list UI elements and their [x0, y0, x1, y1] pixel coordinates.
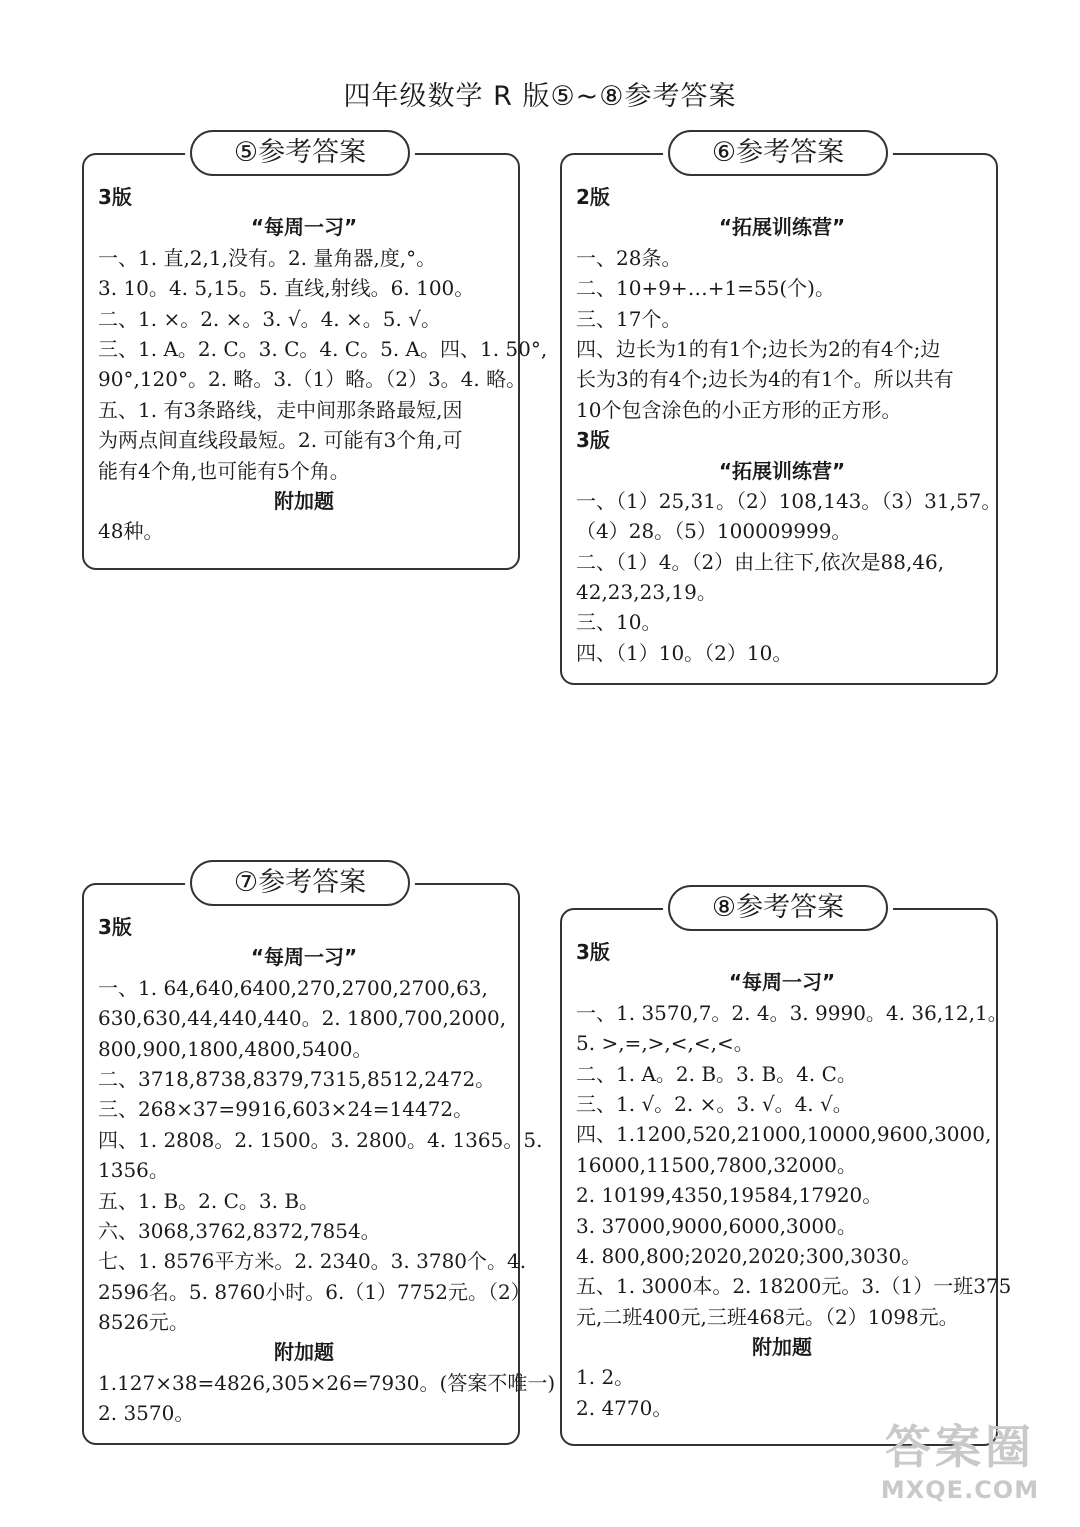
section-subheading: “拓展训练营” [718, 458, 846, 483]
answer-line: 一、1. 直,2,1,没有。2. 量角器,度,°。 [98, 245, 437, 270]
card-body-5 [98, 182, 548, 547]
answer-line: 4. 800,800;2020,2020;300,3030。 [576, 1243, 922, 1268]
watermark-url: MXQE.COM [880, 1476, 1040, 1504]
answer-line: 8526元。 [98, 1310, 189, 1335]
card-tab-6: ⑥参考答案 [668, 130, 888, 176]
edition-label: 2版 [576, 185, 610, 209]
answer-line: 三、1. √。2. ×。3. √。4. √。 [576, 1091, 853, 1116]
answer-line: 90°,120°。2. 略。3.（1）略。（2）3。4. 略。 [98, 367, 527, 392]
section-subheading: 附加题 [274, 1340, 334, 1365]
edition-label: 3版 [98, 185, 132, 209]
answer-line: 630,630,44,440,440。2. 1800,700,2000, [98, 1006, 507, 1031]
section-subheading: “每周一习” [250, 945, 358, 970]
answer-line: 3. 10。4. 5,15。5. 直线,射线。6. 100。 [98, 276, 475, 301]
edition-label: 3版 [576, 428, 610, 453]
answer-line: （4）28。（5）100009999。 [576, 519, 852, 544]
section-subheading: “拓展训练营” [718, 215, 846, 240]
answer-line: 能有4个角,也可能有5个角。 [98, 458, 350, 483]
answer-line: 2596名。5. 8760小时。6.（1）7752元。（2） [98, 1279, 531, 1304]
answer-line: 六、3068,3762,8372,7854。 [98, 1218, 381, 1243]
answer-line: 800,900,1800,4800,5400。 [98, 1036, 373, 1061]
answer-line: 二、（1）4。（2）由上往下,依次是88,46, [576, 549, 945, 574]
answer-line: 长为3的有4个;边长为4的有1个。所以共有 [576, 367, 954, 392]
answer-line: 三、1. A。2. C。3. C。4. C。5. A。四、1. 50°, [98, 336, 548, 361]
watermark-logo: 答案圈 [885, 1420, 1035, 1474]
page-title: 四年级数学 R 版⑤~⑧参考答案 [343, 81, 737, 112]
answer-line: 三、10。 [576, 610, 662, 635]
answer-line: 一、28条。 [576, 245, 682, 270]
answer-line: 为两点间直线段最短。2. 可能有3个角,可 [98, 428, 463, 453]
answer-line: 2. 4770。 [576, 1395, 673, 1420]
card-body-6 [576, 182, 1002, 668]
answer-line: 48种。 [98, 519, 164, 544]
answer-line: 5. >,=,>,<,<,<。 [576, 1031, 754, 1056]
answer-line: 三、17个。 [576, 306, 682, 331]
watermark [860, 1419, 1060, 1519]
answer-line: 1. 2。 [576, 1365, 635, 1390]
edition-label: 3版 [98, 915, 132, 939]
card-body-7 [98, 912, 556, 1429]
answer-line: 五、1. B。2. C。3. B。 [98, 1188, 320, 1213]
answer-line: 二、1. A。2. B。3. B。4. C。 [576, 1061, 857, 1086]
answer-line: 2. 10199,4350,19584,17920。 [576, 1183, 883, 1208]
edition-label: 3版 [576, 940, 610, 964]
answer-line: 一、1. 3570,7。2. 4。3. 9990。4. 36,12,1。 [576, 1000, 1008, 1025]
section-subheading: “每周一习” [250, 215, 358, 240]
answer-line: 二、3718,8738,8379,7315,8512,2472。 [98, 1066, 496, 1091]
answer-line: 三、268×37=9916,603×24=14472。 [98, 1097, 474, 1122]
answer-line: 2. 3570。 [98, 1401, 195, 1426]
answer-line: 二、10+9+…+1=55(个)。 [576, 276, 835, 301]
answer-line: 五、1. 3000本。2. 18200元。3.（1）一班375 [576, 1274, 1012, 1299]
answer-line: 1356。 [98, 1158, 169, 1183]
section-subheading: 附加题 [752, 1335, 812, 1360]
card-tab-7: ⑦参考答案 [190, 860, 410, 906]
answer-line: 五、1. 有3条路线，走中间那条路最短,因 [98, 397, 463, 422]
section-subheading: 附加题 [274, 488, 334, 513]
answer-line: 二、1. ×。2. ×。3. √。4. ×。5. √。 [98, 306, 441, 331]
answer-line: 16000,11500,7800,32000。 [576, 1152, 857, 1177]
section-subheading: “每周一习” [728, 970, 836, 995]
card-tab-8: ⑧参考答案 [668, 885, 888, 931]
answer-line: 1.127×38=4826,305×26=7930。(答案不唯一) [98, 1370, 556, 1395]
answer-line: 四、1.1200,520,21000,10000,9600,3000, [576, 1122, 992, 1147]
answer-line: 元,二班400元,三班468元。（2）1098元。 [576, 1304, 959, 1329]
answer-line: 一、1. 64,640,6400,270,2700,2700,63, [98, 975, 488, 1000]
answer-line: 10个包含涂色的小正方形的正方形。 [576, 397, 902, 422]
answer-line: 一、（1）25,31。（2）108,143。（3）31,57。 [576, 488, 1002, 513]
card-body-8 [576, 937, 1012, 1423]
answer-line: 42,23,23,19。 [576, 580, 717, 605]
card-tab-5: ⑤参考答案 [190, 130, 410, 176]
answer-line: 四、1. 2808。2. 1500。3. 2800。4. 1365。5. [98, 1127, 543, 1152]
answer-line: 四、边长为1的有1个;边长为2的有4个;边 [576, 336, 941, 361]
answer-line: 七、1. 8576平方米。2. 2340。3. 3780个。4. [98, 1249, 527, 1274]
answer-line: 四、（1）10。（2）10。 [576, 640, 793, 665]
answer-line: 3. 37000,9000,6000,3000。 [576, 1213, 857, 1238]
